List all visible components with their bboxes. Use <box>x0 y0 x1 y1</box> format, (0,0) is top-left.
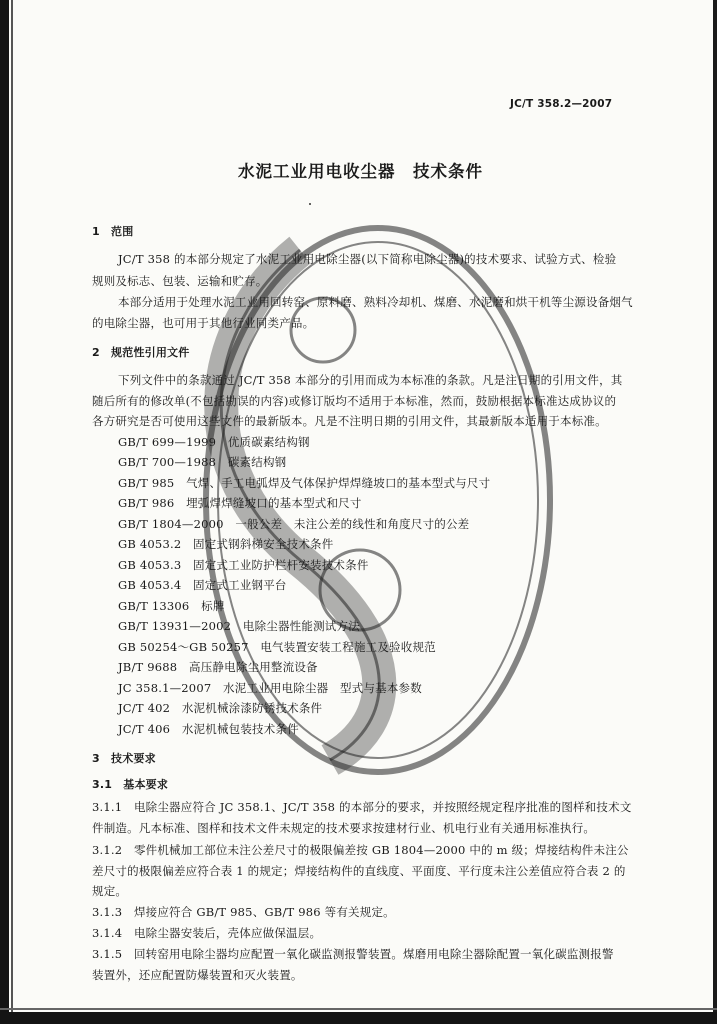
scan-edge-line-bottom <box>0 1008 717 1010</box>
clause-line: 件制造。凡本标准、图样和技术文件未规定的技术要求按建材行业、机电行业有关通用标准执行。 <box>92 821 596 835</box>
section-1-heading: 1 范围 <box>92 225 134 238</box>
clause-line: 差尺寸的极限偏差应符合表 1 的规定；焊接结构件的直线度、平面度、平行度未注公差值应符合表 2 的 <box>92 864 626 878</box>
paragraph-line: 随后所有的修改单(不包括勘误的内容)或修订版均不适用于本标准，然而，鼓励根据本标准达成协议的 <box>92 394 617 408</box>
section-2-heading: 2 规范性引用文件 <box>92 346 190 359</box>
clause-line: 规定。 <box>92 884 128 898</box>
reference-item: GB/T 13931—2002 电除尘器性能测试方法 <box>118 619 360 633</box>
scan-edge-line <box>11 0 13 1024</box>
clause-line: 3.1.1 电除尘器应符合 JC 358.1、JC/T 358 的本部分的要求，并按照经规定程序批准的图样和技术文 <box>92 800 632 814</box>
reference-item: JC/T 406 水泥机械包装技术条件 <box>118 722 299 736</box>
paragraph-line: JC/T 358 的本部分规定了水泥工业用电除尘器(以下简称电除尘器)的技术要求、试验方式、检验 <box>118 252 617 266</box>
clause-line: 3.1.2 零件机械加工部位未注公差尺寸的极限偏差按 GB 1804—2000 中的 m 级；焊接结构件未注公 <box>92 843 629 857</box>
scan-edge-bottom <box>0 1012 717 1024</box>
subsection-3-1-heading: 3.1 基本要求 <box>92 778 169 791</box>
reference-item: GB/T 1804—2000 一般公差 未注公差的线性和角度尺寸的公差 <box>118 517 470 531</box>
standard-number: JC/T 358.2—2007 <box>510 98 613 110</box>
reference-item: JC/T 402 水泥机械涂漆防锈技术条件 <box>118 701 323 715</box>
section-3-heading: 3 技术要求 <box>92 752 156 765</box>
paragraph-line: 规则及标志、包装、运输和贮存。 <box>92 274 268 288</box>
clause-line: 3.1.4 电除尘器安装后，壳体应做保温层。 <box>92 926 322 940</box>
paragraph-line: 本部分适用于处理水泥工业用回转窑、原料磨、熟料冷却机、煤磨、水泥磨和烘干机等尘源设备烟气 <box>118 295 633 309</box>
clause-line: 3.1.5 回转窑用电除尘器均应配置一氧化碳监测报警装置。煤磨用电除尘器除配置一氧化碳监测报警 <box>92 947 614 961</box>
scan-edge-left <box>0 0 9 1024</box>
paragraph-line: 下列文件中的条款通过 JC/T 358 本部分的引用而成为本标准的条款。凡是注日期的引用文件，其 <box>118 373 623 387</box>
reference-item: GB/T 700—1988 碳素结构钢 <box>118 455 287 469</box>
reference-item: GB/T 13306 标牌 <box>118 599 225 613</box>
reference-item: GB 4053.4 固定式工业钢平台 <box>118 578 287 592</box>
paragraph-line: 各方研究是否可使用这些文件的最新版本。凡是不注明日期的引用文件，其最新版本适用于本标准。 <box>92 414 607 428</box>
scan-edge-right <box>713 0 717 1024</box>
reference-item: GB 4053.2 固定式钢斜梯安全技术条件 <box>118 537 334 551</box>
reference-item: GB 4053.3 固定式工业防护栏杆安装技术条件 <box>118 558 369 572</box>
reference-item: GB/T 985 气焊、手工电弧焊及气体保护焊焊缝坡口的基本型式与尺寸 <box>118 476 491 490</box>
clause-line: 装置外，还应配置防爆装置和灭火装置。 <box>92 968 303 982</box>
reference-item: JC 358.1—2007 水泥工业用电除尘器 型式与基本参数 <box>118 681 422 695</box>
clause-line: 3.1.3 焊接应符合 GB/T 985、GB/T 986 等有关规定。 <box>92 905 395 919</box>
paragraph-line: 的电除尘器，也可用于其他行业同类产品。 <box>92 316 315 330</box>
reference-item: GB/T 699—1999 优质碳素结构钢 <box>118 435 310 449</box>
reference-item: JB/T 9688 高压静电除尘用整流设备 <box>118 660 318 674</box>
scan-speck <box>309 203 311 205</box>
reference-item: GB 50254～GB 50257 电气装置安装工程施工及验收规范 <box>118 640 436 654</box>
reference-item: GB/T 986 埋弧焊焊缝坡口的基本型式和尺寸 <box>118 496 362 510</box>
document-title: 水泥工业用电收尘器 技术条件 <box>238 162 483 181</box>
